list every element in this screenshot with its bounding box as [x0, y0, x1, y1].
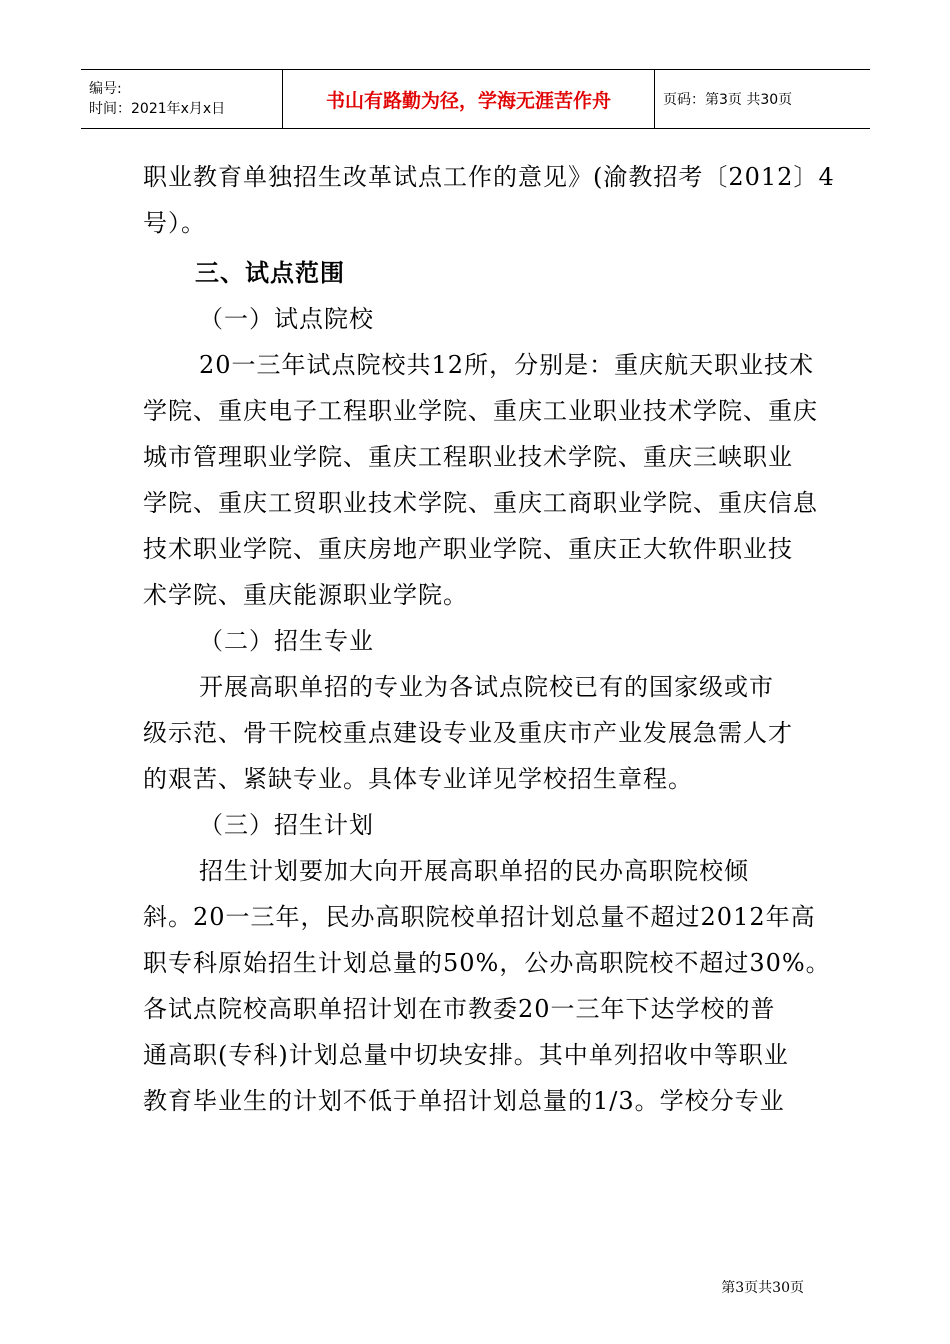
- header-meta: [81, 70, 283, 128]
- text-line: 招生计划要加大向开展高职单招的民办高职院校倾: [199, 857, 749, 885]
- subsection-heading: （二）招生专业: [199, 627, 374, 655]
- text-line: 各试点院校高职单招计划在市教委20一三年下达学校的普: [143, 995, 776, 1023]
- page-footer: 第3页共30页: [721, 1280, 804, 1296]
- text-line: 的艰苦、紧缺专业。具体专业详见学校招生章程。: [143, 765, 693, 793]
- section-heading: 三、试点范围: [195, 259, 345, 287]
- header-page-label: 页码：第3页 共30页: [663, 92, 793, 108]
- text-line: 20一三年试点院校共12所，分别是：重庆航天职业技术: [199, 351, 815, 379]
- subsection-heading: （三）招生计划: [199, 811, 374, 839]
- text-line: 号）。: [143, 209, 206, 237]
- page-header: [81, 69, 870, 129]
- document-body: [143, 154, 835, 1124]
- text-line: 技术职业学院、重庆房地产职业学院、重庆正大软件职业技: [143, 535, 793, 563]
- text-line: 职专科原始招生计划总量的50%，公办高职院校不超过30%。: [143, 949, 831, 977]
- text-line: 通高职(专科)计划总量中切块安排。其中单列招收中等职业: [143, 1041, 789, 1069]
- text-line: 术学院、重庆能源职业学院。: [143, 581, 468, 609]
- text-line: 学院、重庆电子工程职业学院、重庆工业职业技术学院、重庆: [143, 397, 818, 425]
- text-line: 级示范、骨干院校重点建设专业及重庆市产业发展急需人才: [143, 719, 793, 747]
- text-line: 学院、重庆工贸职业技术学院、重庆工商职业学院、重庆信息: [143, 489, 818, 517]
- text-line: 斜。20一三年，民办高职院校单招计划总量不超过2012年高: [143, 903, 816, 931]
- document-number-label: 编号:: [89, 81, 122, 97]
- text-line: 教育毕业生的计划不低于单招计划总量的1/3。学校分专业: [143, 1087, 785, 1115]
- subsection-heading: （一）试点院校: [199, 305, 374, 333]
- document-time-label: 时间：2021年x月x日: [89, 101, 226, 117]
- text-line: 职业教育单独招生改革试点工作的意见》(渝教招考〔2012〕4: [143, 163, 835, 191]
- text-line: 开展高职单招的专业为各试点院校已有的国家级或市: [199, 673, 774, 701]
- text-line: 城市管理职业学院、重庆工程职业技术学院、重庆三峡职业: [143, 443, 793, 471]
- header-motto: 书山有路勤为径，学海无涯苦作舟: [283, 70, 655, 128]
